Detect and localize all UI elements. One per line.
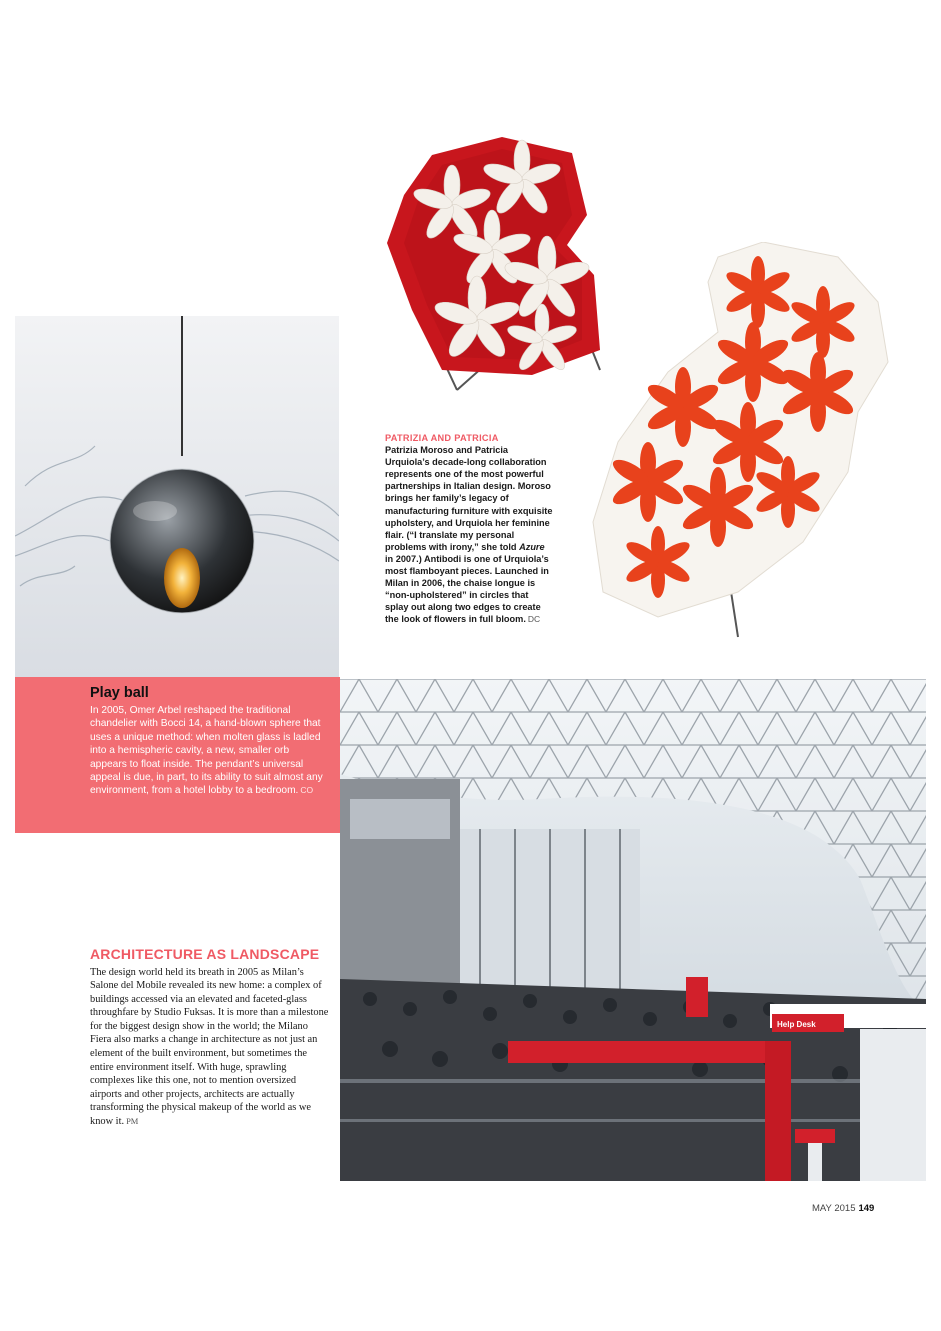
patrizia-credit: DC (527, 614, 541, 625)
issue-date: MAY 2015 (812, 1203, 856, 1214)
page-folio (812, 1203, 874, 1214)
architecture-body (90, 966, 330, 1129)
architecture-text: The design world held its breath in 2005 as Milan’s Salone del Mobile revealed its new home: a complex of buildings accessed via an elevated and faceted-glass throughfare by Studio Fuksas. It is more than a milestone for the biggest design show in the world; the Milano Fiera also marks a change in architecture as not just an element of the built environment, but sometimes the entire environment itself. With huge, sprawling complexes like this one, not to mention oversized airports and other projects, architects are actually transforming the physical makeup of the world as we know it. (90, 966, 329, 1128)
patrizia-caption (385, 432, 553, 626)
play-ball-credit: CO (300, 785, 314, 796)
patrizia-body (385, 444, 553, 625)
patrizia-body-part-2: in 2007.) Antibodi is one of Urquiola’s most flamboyant pieces. Launched in Milan in 2006, the chaise longue is “non-upholstered” in circles that splay out along two edges to create the look of flowers in full bloom. (385, 553, 549, 625)
play-ball-text: In 2005, Omer Arbel reshaped the traditional chandelier with Bocci 14, a hand-blown sphere that uses a unique method: when molten glass is ladled into a hemispheric cavity, a new, smaller orb appears to float inside. The pendant’s universal appeal is due, in part, to its ability to suit almost any environment, from a hotel lobby to a bedroom. (90, 705, 323, 797)
milano-fiera-photo (340, 679, 926, 1181)
antibodi-chaise-longue-photo (588, 242, 898, 642)
architecture-article (90, 947, 330, 1129)
help-desk-sign: Help Desk (777, 1020, 816, 1029)
magazine-name: Azure (519, 541, 545, 552)
bocci-pendant-photo (15, 316, 339, 677)
play-ball-body (90, 704, 326, 798)
antibodi-red-chair-photo (382, 135, 612, 395)
patrizia-body-part-1: Patrizia Moroso and Patricia Urquiola’s decade-long collaboration represents one of the most powerful partnerships in Italian design. Moroso brings her family’s legacy of manufacturing furniture with exquisite upholstery, and Urquiola her feminine flair. (“I translate my personal problems with irony,” she told (385, 445, 553, 552)
play-ball-title: Play ball (90, 685, 149, 701)
architecture-credit: PM (126, 1116, 139, 1127)
patrizia-kicker: PATRIZIA AND PATRICIA (385, 433, 499, 443)
page-number: 149 (858, 1203, 875, 1214)
play-ball-panel (15, 677, 340, 833)
architecture-title: ARCHITECTURE AS LANDSCAPE (90, 946, 320, 962)
